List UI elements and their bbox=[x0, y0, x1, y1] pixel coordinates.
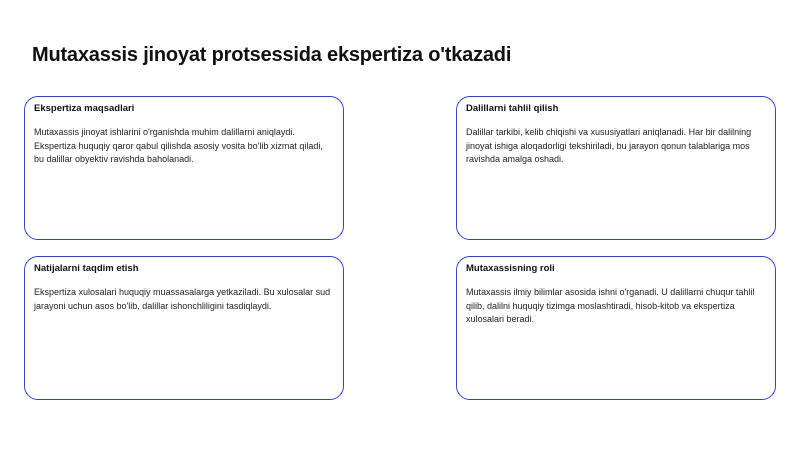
card-title: Dalillarni tahlil qilish bbox=[466, 103, 559, 114]
card-body: Ekspertiza xulosalari huquqiy muassasalarga yetkaziladi. Bu xulosalar sud jarayoni uchun asos bo'lib, dalillar ishonchliligini tasdiqlaydi. bbox=[34, 287, 331, 311]
card-ekspertiza-maqsadlari bbox=[24, 96, 344, 240]
card-natijalarni-taqdim-etish bbox=[24, 256, 344, 400]
card-body: Dalillar tarkibi, kelib chiqishi va xususiyatlari aniqlanadi. Har bir dalilning jinoyat ishiga aloqadorligi tekshiriladi, bu jarayon qonun talablariga mos ravishda amalga oshadi. bbox=[466, 127, 752, 165]
slide-title: Mutaxassis jinoyat protsessida ekspertiza o'tkazadi bbox=[32, 44, 512, 66]
card-mutaxassisning-roli bbox=[456, 256, 776, 400]
card-title: Mutaxassisning roli bbox=[466, 263, 555, 274]
card-title: Natijalarni taqdim etish bbox=[34, 263, 139, 274]
card-body: Mutaxassis ilmiy bilimlar asosida ishni o'rganadi. U dalillarni chuqur tahlil qilib, dalilni huquqiy tizimga moslashtiradi, hisob-kitob va ekspertiza xulosalari beradi. bbox=[466, 287, 755, 325]
card-body: Mutaxassis jinoyat ishlarini o'rganishda muhim dalillarni aniqlaydi. Ekspertiza huquqiy qaror qabul qilishda asosiy vosita bo'lib xizmat qiladi, bu dalillar obyektiv ravishda baholanadi. bbox=[34, 127, 323, 165]
card-dalillarni-tahlil-qilish bbox=[456, 96, 776, 240]
card-title: Ekspertiza maqsadlari bbox=[34, 103, 135, 114]
